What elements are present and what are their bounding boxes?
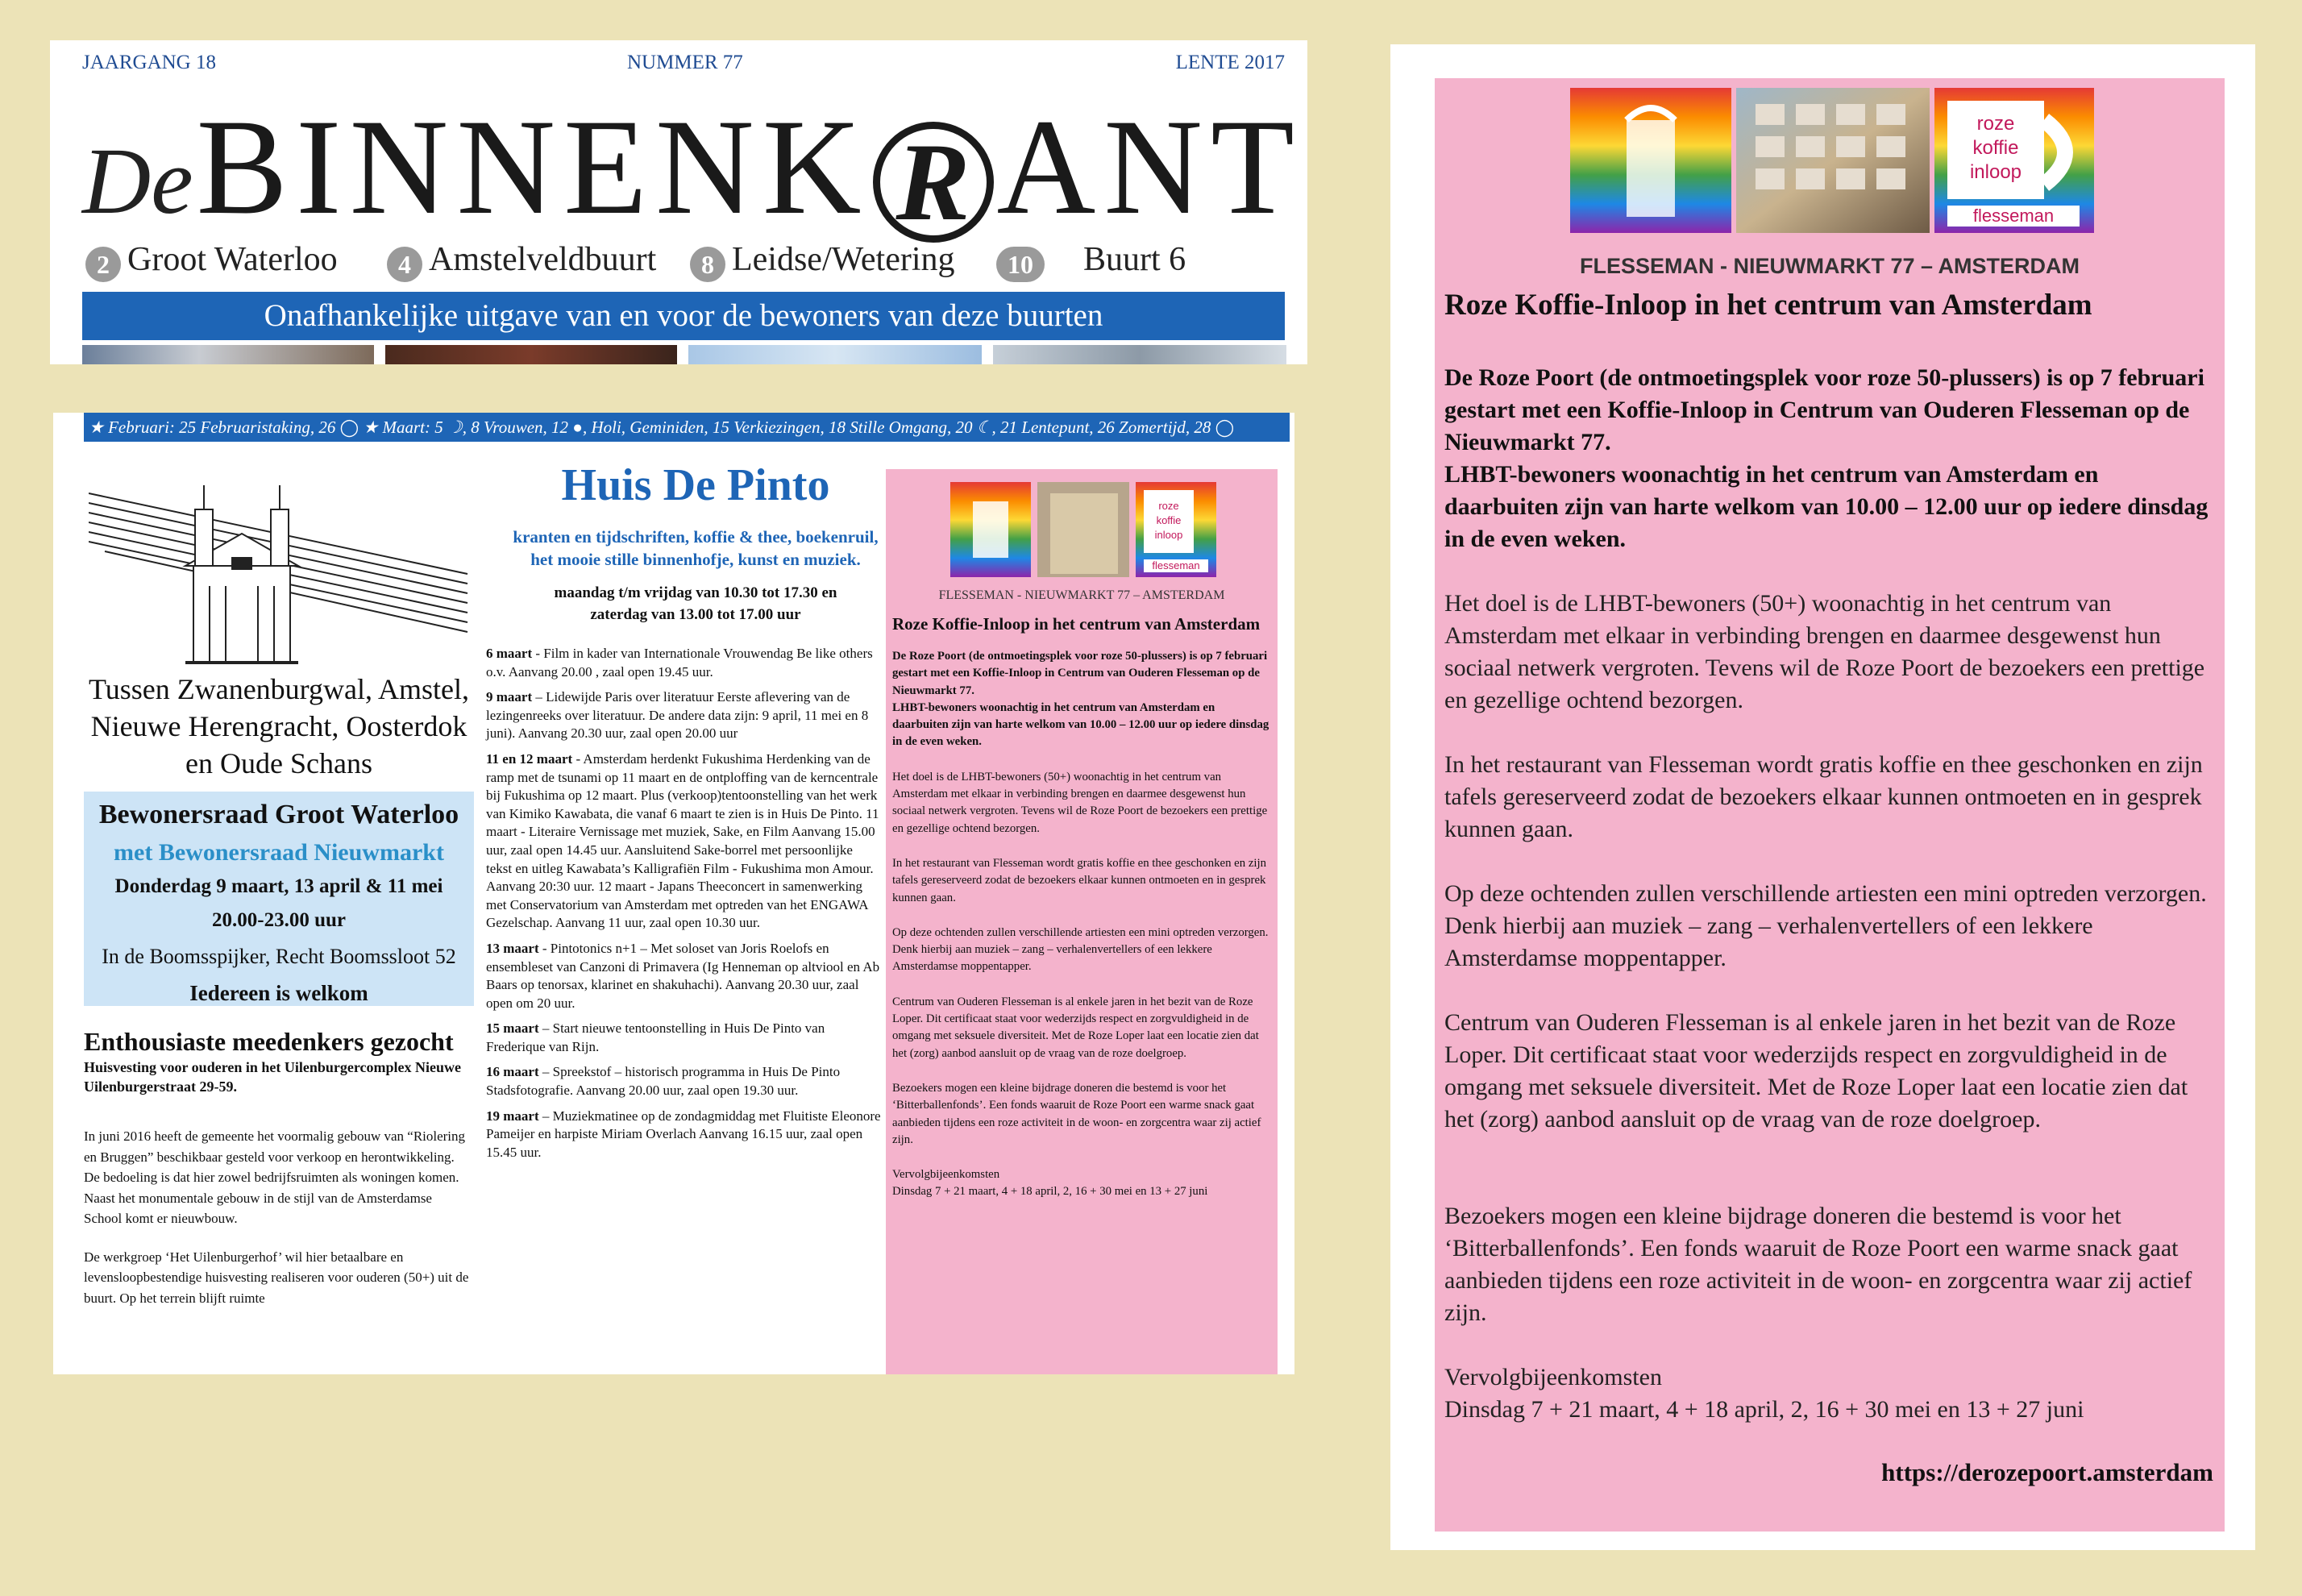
- event-item: [486, 940, 881, 1012]
- area-description: [84, 671, 474, 782]
- tagline-bar: Onafhankelijke uitgave van en voor de bewoners van deze buurten: [82, 292, 1285, 340]
- page-number-badge: 4: [387, 247, 422, 282]
- issue-label: NUMMER 77: [627, 52, 743, 73]
- event-item: [486, 645, 881, 681]
- meedenkers-ad: [84, 1025, 474, 1096]
- mini-location: FLESSEMAN - NIEUWMARKT 77 – AMSTERDAM: [938, 588, 1225, 602]
- council-subtitle: met Bewonersraad Nieuwmarkt: [114, 839, 444, 866]
- pinto-subtitle: kranten en tijdschriften, koffie & thee, boekenruil, het mooie stille binnenhofje, kunst en muziek.: [513, 527, 879, 569]
- council-meeting-box: [84, 792, 474, 1006]
- article-title: Roze Koffie-Inloop in het centrum van Amsterdam: [1444, 289, 2092, 322]
- event-date: 11 en 12 maart: [486, 750, 573, 767]
- logo-text: inloop: [1154, 529, 1183, 541]
- photo-strip-4: [993, 345, 1286, 364]
- logo-text: koffie: [1972, 137, 2019, 159]
- title-r-logo-icon: R: [873, 122, 994, 243]
- roze-poort-logos-icon: [1570, 88, 2094, 233]
- season-label: LENTE 2017: [1175, 52, 1285, 73]
- intro-paragraph: De Roze Poort (de ontmoetingsplek voor roze 50-plussers) is op 7 februari gestart met een Koffie-Inloop in Centrum van Ouderen Flesseman op de Nieuwmarkt 77.: [1444, 364, 2204, 455]
- mini-followup-dates: Dinsdag 7 + 21 maart, 4 + 18 april, 2, 16 + 30 mei en 13 + 27 juni: [892, 1185, 1208, 1199]
- article-paragraph: Centrum van Ouderen Flesseman is al enkele jaren in het bezit van de Roze Loper. Dit certificaat staat voor wederzijds respect en zorgvuldigheid in de omgang met seksuele diversiteit. Met de Roze Loper laat een locatie zien dat het (zorg) aanbod aansluit op de vraag van de roze doelgroep.: [1444, 1009, 2188, 1133]
- neighbourhood-name: Leidse/Wetering: [732, 241, 955, 278]
- photo-strip-1: [82, 345, 374, 364]
- article-intro: [1444, 362, 2218, 555]
- church-drawing-icon: [89, 477, 476, 671]
- event-text: – Lidewijde Paris over literatuur Eerste aflevering van de lezingenreeks over literatuur. De andere data zijn: 9 april, 11 mei en 8 juni). Aanvang 20.30 uur, zaal open 20.00 uur: [486, 689, 869, 742]
- event-item: [486, 688, 881, 743]
- council-title: Bewonersraad Groot Waterloo: [98, 800, 459, 829]
- area-line: en Oude Schans: [185, 747, 372, 779]
- neighbourhood-item: [387, 240, 656, 282]
- logo-text: roze: [1976, 113, 2015, 135]
- event-date: 16 maart: [486, 1064, 539, 1080]
- roze-poort-logos-icon: [950, 482, 1216, 577]
- ad-title: Enthousiaste meedenkers gezocht: [84, 1027, 454, 1056]
- logo-brand: flesseman: [1152, 559, 1200, 571]
- logo-text: roze: [1158, 500, 1179, 512]
- mini-paragraph: In het restaurant van Flesseman wordt gratis koffie en thee geschonken en zijn tafels gereserveerd zodat de bezoekers elkaar kunnen ontmoeten en in gesprek kunnen gaan.: [892, 856, 1267, 904]
- ad-paragraph: In juni 2016 heeft de gemeente het voormalig gebouw van “Riolering en Bruggen” beschikbaar gesteld voor verkoop en herontwikkeling. De bedoeling is dat hier zowel bedrijfsruimten als woningen komen. Naast het monumentale gebouw in de stijl van de Amsterdamse School komt er nieuwbouw.: [84, 1128, 466, 1226]
- mini-title: Roze Koffie-Inloop in het centrum van Amsterdam: [892, 614, 1261, 634]
- huis-de-pinto-column: [486, 453, 905, 1169]
- title-part-2: ANT: [996, 91, 1303, 243]
- ad-subtitle: Huisvesting voor ouderen in het Uilenburgercomplex Nieuwe Uilenburgerstraat 29-59.: [84, 1059, 461, 1095]
- event-text: – Muziekmatinee op de zondagmiddag met Fluitiste Eleonore Pameijer en harpiste Miriam Overlach Aanvang 16.15 uur, zaal open 15.45 uur.: [486, 1108, 881, 1160]
- event-text: - Pintotonics n+1 – Met soloset van Joris Roelofs en ensembleset van Canzoni di Primavera (Ig Henneman op altviool en Ab Baars op tenorsax, klarinet en shakuhachi). Aanvang 20.30 uur, zaal open om 20 uur.: [486, 940, 880, 1011]
- event-item: [486, 1020, 881, 1056]
- followup-dates: Dinsdag 7 + 21 maart, 4 + 18 april, 2, 16 + 30 mei en 13 + 27 juni: [1444, 1396, 2084, 1423]
- photo-strip-2: [385, 345, 677, 364]
- area-line: Tussen Zwanenburgwal, Amstel,: [89, 673, 469, 705]
- pinto-hours: maandag t/m vrijdag van 10.30 tot 17.30 en zaterdag van 13.00 tot 17.00 uur: [554, 584, 837, 623]
- event-item: [486, 1108, 881, 1162]
- neighbourhood-item: [996, 240, 1186, 282]
- event-date: 6 maart: [486, 646, 533, 661]
- ad-body: [84, 1126, 471, 1308]
- neighbourhood-name: Buurt 6: [1083, 241, 1186, 278]
- mini-paragraph: Bezoekers mogen een kleine bijdrage doneren die bestemd is voor het ‘Bitterballenfonds’. Een fonds waaruit de Roze Poort een warme snack gaat aanbieden tijdens een roze activiteit in de woon- en zorgcentra waar zij actief zijn.: [892, 1081, 1261, 1146]
- event-item: [486, 750, 881, 933]
- logo-text: koffie: [1156, 514, 1182, 526]
- newspaper-page-preview: [53, 413, 1294, 1374]
- area-line: Nieuwe Herengracht, Oosterdok: [90, 710, 467, 742]
- event-text: – Start nieuwe tentoonstelling in Huis De Pinto van Frederique van Rijn.: [486, 1020, 825, 1054]
- council-dates: Donderdag 9 maart, 13 april & 11 mei: [114, 875, 443, 897]
- neighbourhood-item: [85, 240, 338, 282]
- council-welcome: Iedereen is welkom: [189, 981, 368, 1005]
- volume-label: JAARGANG 18: [82, 52, 216, 73]
- article-url-link[interactable]: https://derozepoort.amsterdam: [1881, 1458, 2213, 1486]
- calendar-bar: ★ Februari: 25 Februaristaking, 26 ◯ ★ Maart: 5 ☽, 8 Vrouwen, 12 ●, Holi, Geminiden, 15 Verkiezingen, 18 Stille Omgang, 20 ☾, 21 Lentepunt, 26 Zomertijd, 28 ◯: [84, 413, 1290, 442]
- roze-koffie-mini-column: [886, 469, 1278, 1374]
- event-item: [486, 1063, 881, 1099]
- article-paragraph: Bezoekers mogen een kleine bijdrage doneren die bestemd is voor het ‘Bitterballenfonds’. Een fonds waaruit de Roze Poort een warme snack gaat aanbieden tijdens een roze activiteit in de woon- en zorgcentra waar zij actief zijn.: [1444, 1203, 2192, 1326]
- article-location: FLESSEMAN - NIEUWMARKT 77 – AMSTERDAM: [1579, 254, 2080, 278]
- mini-paragraph: Centrum van Ouderen Flesseman is al enkele jaren in het bezit van de Roze Loper. Dit certificaat staat voor wederzijds respect en zorgvuldigheid in de omgang met seksuele diversiteit. Met de Roze Loper laat een locatie zien dat het (zorg) aanbod aansluit op de vraag van de roze doelgroep.: [892, 995, 1259, 1060]
- event-date: 19 maart: [486, 1108, 539, 1124]
- page-number-badge: 2: [85, 247, 121, 282]
- roze-koffie-article: [1435, 78, 2225, 1532]
- mini-followup-label: Vervolgbijeenkomsten: [892, 1168, 1000, 1182]
- mini-paragraph: Op deze ochtenden zullen verschillende artiesten een mini optreden verzorgen. Denk hierbij aan muziek – zang – verhalenvertellers of een lekkere Amsterdamse moppentapper.: [892, 925, 1269, 974]
- logo-text: inloop: [1969, 161, 2022, 183]
- newspaper-title: [82, 89, 1303, 246]
- event-date: 13 maart: [486, 940, 539, 956]
- intro-paragraph: LHBT-bewoners woonachtig in het centrum van Amsterdam en daarbuiten zijn van harte welkom van 10.00 – 12.00 uur op iedere dinsdag in de even weken.: [1444, 461, 2209, 552]
- newspaper-masthead: [50, 40, 1307, 364]
- event-text: – Spreekstof – historisch programma in Huis De Pinto Stadsfotografie. Aanvang 20.00 uur, zaal open 19.30 uur.: [486, 1064, 841, 1099]
- council-time: 20.00-23.00 uur: [212, 909, 346, 931]
- event-date: 9 maart: [486, 689, 533, 705]
- article-paragraph: Het doel is de LHBT-bewoners (50+) woonachtig in het centrum van Amsterdam met elkaar in verbinding brengen en daarmee desgewenst hun sociaal netwerk vergroten. Tevens wil de Roze Poort de bezoekers een prettige en gezellige ochtend bezorgen.: [1444, 590, 2205, 713]
- neighbourhood-name: Amstelveldbuurt: [429, 241, 657, 278]
- council-place: In de Boomsspijker, Recht Boomssloot 52: [102, 945, 456, 968]
- page-number-badge: 8: [690, 247, 725, 282]
- pinto-title: Huis De Pinto: [561, 460, 830, 510]
- mini-body: [892, 648, 1271, 1201]
- mini-intro2: LHBT-bewoners woonachtig in het centrum van Amsterdam en daarbuiten zijn van harte welkom van 10.00 – 12.00 uur op iedere dinsdag in de even weken.: [892, 700, 1269, 749]
- title-part-1: BINNENK: [196, 91, 870, 243]
- neighbourhood-item: [690, 240, 955, 282]
- followup-label: Vervolgbijeenkomsten: [1444, 1364, 1662, 1390]
- neighbourhood-name: Groot Waterloo: [127, 241, 338, 278]
- mini-paragraph: Het doel is de LHBT-bewoners (50+) woonachtig in het centrum van Amsterdam met elkaar in verbinding brengen en daarmee desgewenst hun sociaal netwerk vergroten. Tevens wil de Roze Poort de bezoekers een prettige en gezellige ochtend bezorgen.: [892, 770, 1268, 835]
- photo-strip-3: [688, 345, 982, 364]
- event-text: - Amsterdam herdenkt Fukushima Herdenking van de ramp met de tsunami op 11 maart en de ontploffing van de kerncentrale bij Fukushima op 12 maart. Plus (verkoop)tentoonstelling van het werk van Kimiko Kawabata, die vanaf 6 maart te zien is in Huis De Pinto. 11 maart - Literaire Vernissage met muziek, Sake, en Film Aanvang 15.00 uur, zaal open 14.45 uur. Aansluitend Sake-borrel met persoonlijke tekst en uitleg Kawabata’s Kalligrafiën Film - Fukushima mon Amour. Aanvang 20:30 uur. 12 maart - Japans Theeconcert in samenwerking met Conservatorium van Amsterdam met optreden van het ENGAWA Gezelschap. Aanvang 11 uur, zaal open 10.30 uur.: [486, 750, 879, 931]
- mini-intro: De Roze Poort (de ontmoetingsplek voor roze 50-plussers) is op 7 februari gestart met een Koffie-Inloop in Centrum van Ouderen Flesseman op de Nieuwmarkt 77.: [892, 650, 1268, 697]
- title-de: De: [82, 128, 193, 234]
- article-paragraph: In het restaurant van Flesseman wordt gratis koffie en thee geschonken en zijn tafels gereserveerd zodat de bezoekers elkaar kunnen ontmoeten en in gesprek kunnen gaan.: [1444, 751, 2203, 842]
- article-paragraph: Op deze ochtenden zullen verschillende artiesten een mini optreden verzorgen. Denk hierbij aan muziek – zang – verhalenvertellers of een lekkere Amsterdamse moppentapper.: [1444, 880, 2207, 971]
- event-text: - Film in kader van Internationale Vrouwendag Be like others o.v. Aanvang 20.00 , zaal open 19.45 uur.: [486, 646, 873, 680]
- event-date: 15 maart: [486, 1020, 539, 1037]
- page-number-badge: 10: [996, 247, 1045, 282]
- ad-paragraph: De werkgroep ‘Het Uilenburgerhof’ wil hier betaalbare en levensloopbestendige huisvesting realiseren voor ouderen (50+) uit de buurt. Op het terrein blijft ruimte: [84, 1249, 469, 1306]
- event-list: [486, 645, 905, 1162]
- logo-brand: flesseman: [1972, 206, 2055, 226]
